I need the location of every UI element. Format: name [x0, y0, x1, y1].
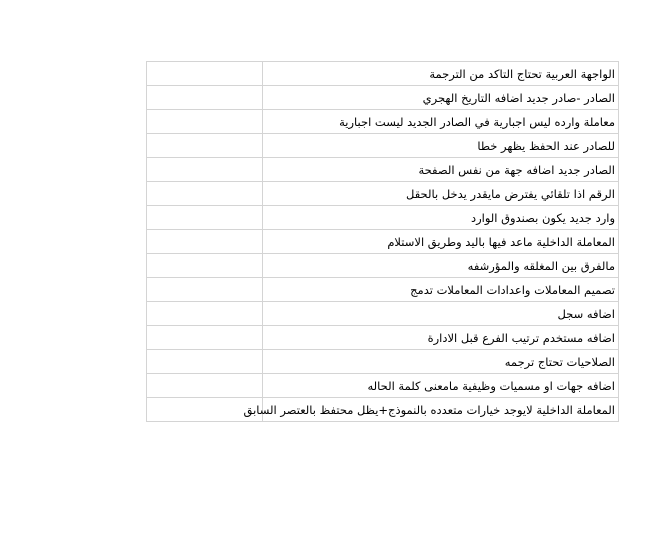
table-row: [147, 86, 619, 110]
cell-note[interactable]: [263, 158, 619, 182]
table-row: [147, 230, 619, 254]
cell-empty[interactable]: [147, 254, 263, 278]
cell-empty[interactable]: [147, 182, 263, 206]
cell-text: اضافه مستخدم ترتيب الفرع قبل الادارة: [427, 330, 615, 345]
cell-text: الواجهة العربية تحتاج التاكد من الترجمة: [429, 66, 615, 81]
cell-empty[interactable]: [147, 350, 263, 374]
cell-text: الرقم اذا تلقائي يفترض مايقدر يدخل بالحقل: [406, 186, 615, 201]
cell-text: الصلاحيات تحتاج ترجمه: [504, 354, 615, 369]
cell-text: الصادر -صادر جديد اضافه التاريخ الهجري: [422, 90, 615, 105]
cell-note[interactable]: [263, 278, 619, 302]
cell-empty[interactable]: [147, 62, 263, 86]
spreadsheet-grid: [146, 61, 619, 422]
cell-note[interactable]: [263, 86, 619, 110]
cell-text: المعاملة الداخلية ماعد فيها باليد وطريق الاستلام: [387, 234, 615, 249]
cell-empty[interactable]: [147, 134, 263, 158]
cell-empty[interactable]: [147, 326, 263, 350]
table-row: [147, 134, 619, 158]
table-row: [147, 302, 619, 326]
cell-empty[interactable]: [147, 158, 263, 182]
cell-note[interactable]: [263, 374, 619, 398]
cell-note[interactable]: [263, 254, 619, 278]
table-row: [147, 206, 619, 230]
cell-note[interactable]: [263, 302, 619, 326]
table-row: [147, 182, 619, 206]
cell-note[interactable]: [243, 398, 619, 422]
cell-note[interactable]: [263, 230, 619, 254]
cell-text: تصميم المعاملات واعدادات المعاملات تدمج: [410, 282, 615, 297]
cell-note[interactable]: [263, 350, 619, 374]
cell-text: الصادر جديد اضافه جهة من نفس الصفحة: [418, 162, 615, 177]
cell-text: اضافه سجل: [557, 306, 615, 321]
cell-note[interactable]: [263, 110, 619, 134]
cell-text: اضافه جهات او مسميات وظيفية مامعنى كلمة الحاله: [367, 378, 615, 393]
cell-note[interactable]: [263, 206, 619, 230]
cell-text: المعاملة الداخلية لايوجد خيارات متعدده بالنموذج+يظل محتفظ بالعتصر السابق: [243, 402, 615, 417]
table-row: [147, 326, 619, 350]
cell-empty[interactable]: [147, 302, 263, 326]
table-row: [147, 278, 619, 302]
cell-note[interactable]: [263, 62, 619, 86]
cell-empty[interactable]: [147, 278, 263, 302]
cell-text: معاملة وارده ليس اجبارية في الصادر الجديد ليست اجبارية: [339, 114, 615, 129]
table-row: [147, 62, 619, 86]
cell-empty[interactable]: [147, 110, 263, 134]
grid-body: [147, 62, 619, 422]
cell-empty[interactable]: [147, 206, 263, 230]
table-row: [147, 350, 619, 374]
cell-text: وارد جديد يكون بصندوق الوارد: [470, 210, 615, 225]
cell-text: للصادر عند الحفظ يظهر خطا: [477, 138, 615, 153]
cell-empty[interactable]: [147, 374, 263, 398]
table-row: [147, 158, 619, 182]
table-row: [147, 110, 619, 134]
cell-empty[interactable]: [147, 230, 263, 254]
cell-text: مالفرق بين المغلقه والمؤرشفه: [467, 258, 615, 273]
cell-note[interactable]: [263, 134, 619, 158]
table-row: [147, 254, 619, 278]
cell-note[interactable]: [263, 326, 619, 350]
table-row: [147, 398, 619, 422]
cell-empty[interactable]: [147, 86, 263, 110]
table-row: [147, 374, 619, 398]
cell-note[interactable]: [263, 182, 619, 206]
